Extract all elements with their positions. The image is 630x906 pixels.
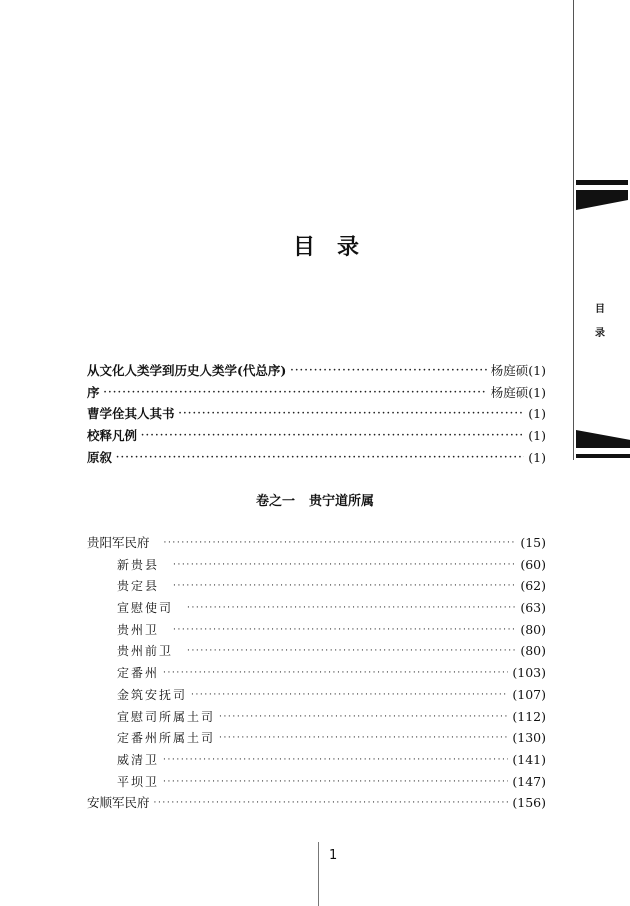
toc-entry[interactable] xyxy=(87,706,546,728)
toc-entry-label: 宣慰使司 xyxy=(117,601,174,616)
toc-entry-author: 杨庭硕 xyxy=(490,363,529,378)
leader-dots xyxy=(141,426,524,448)
toc-entry[interactable] xyxy=(87,532,546,554)
toc-entry-label: 威清卫 xyxy=(117,752,160,767)
toc-entry-label: 新贵县 xyxy=(117,557,160,572)
leader-dots xyxy=(191,685,508,707)
leader-dots xyxy=(173,555,516,577)
toc-entry-label: 原叙 xyxy=(87,449,113,465)
section-title: 贵宁道所属 xyxy=(309,494,375,509)
leader-dots xyxy=(187,598,516,620)
leader-dots xyxy=(163,663,508,685)
toc-entry[interactable] xyxy=(87,771,546,793)
toc-entry-page: (1) xyxy=(528,384,546,400)
toc-entry-label: 贵州前卫 xyxy=(117,644,174,659)
leader-dots xyxy=(179,404,525,426)
toc-entry[interactable] xyxy=(87,662,546,684)
toc-entry-label: 平坝卫 xyxy=(117,774,160,789)
section-volume: 卷之一 xyxy=(255,494,295,509)
toc-entry-page: (1) xyxy=(528,449,546,465)
thumb-tab-top-bar xyxy=(576,180,628,185)
thumb-tab-bottom-bar xyxy=(576,454,630,458)
toc-entry-label: 校释凡例 xyxy=(87,428,138,444)
toc-front-matter xyxy=(87,360,546,468)
leader-dots xyxy=(163,750,508,772)
thumb-tab-char: 录 xyxy=(595,328,605,339)
toc-entry[interactable] xyxy=(87,684,546,706)
thumb-tab-bottom-wedge xyxy=(576,430,630,448)
toc-entry[interactable] xyxy=(87,619,546,641)
section-heading xyxy=(240,490,390,509)
toc-entry-page: (112) xyxy=(512,708,546,724)
toc-entry-label: 定番州所属土司 xyxy=(117,731,216,746)
toc-entry[interactable] xyxy=(87,640,546,662)
toc-entry-label: 序 xyxy=(87,384,100,400)
toc-entry[interactable] xyxy=(87,425,546,447)
toc-entry-page: (130) xyxy=(512,730,546,746)
leader-dots xyxy=(187,641,516,663)
footer-rule xyxy=(318,842,319,906)
toc-entry-page: (15) xyxy=(520,535,546,550)
page-title xyxy=(250,230,402,261)
toc-entry-page: (103) xyxy=(512,665,546,681)
toc-entry[interactable] xyxy=(87,597,546,619)
toc-entry-page: (1) xyxy=(528,428,546,444)
leader-dots xyxy=(290,361,486,383)
toc-volume-1 xyxy=(87,532,546,814)
leader-dots xyxy=(163,772,508,794)
toc-entry[interactable] xyxy=(87,382,546,404)
leader-dots xyxy=(154,793,509,815)
toc-entry-page: (147) xyxy=(512,773,546,789)
toc-entry-author: 杨庭硕 xyxy=(490,384,529,400)
toc-entry[interactable] xyxy=(87,749,546,771)
leader-dots xyxy=(219,728,508,750)
toc-entry-label: 曹学佺其人其书 xyxy=(87,406,175,422)
toc-entry[interactable] xyxy=(87,360,546,382)
toc-entry-page: (63) xyxy=(520,600,546,616)
thumb-tab-top-wedge xyxy=(576,190,628,210)
toc-entry[interactable] xyxy=(87,727,546,749)
leader-dots xyxy=(219,707,508,729)
toc-entry-page: (156) xyxy=(512,795,546,811)
leader-dots xyxy=(173,576,516,598)
toc-entry[interactable] xyxy=(87,554,546,576)
toc-entry-label: 宣慰司所属土司 xyxy=(117,709,216,724)
page-number: 1 xyxy=(329,848,338,863)
toc-entry[interactable] xyxy=(87,447,546,469)
leader-dots xyxy=(164,533,517,555)
toc-entry-label: 金筑安抚司 xyxy=(117,687,188,702)
leader-dots xyxy=(173,620,516,642)
toc-entry-page: (80) xyxy=(520,621,546,637)
leader-dots xyxy=(104,383,487,405)
toc-entry-page: (60) xyxy=(520,556,546,572)
toc-entry-label: 贵州卫 xyxy=(117,622,160,637)
toc-entry-page: (107) xyxy=(512,686,546,702)
toc-entry-label: 贵阳军民府 xyxy=(87,535,150,550)
toc-entry-page: (62) xyxy=(520,578,546,594)
toc-entry[interactable] xyxy=(87,403,546,425)
toc-entry[interactable] xyxy=(87,575,546,597)
toc-entry-page: (1) xyxy=(528,363,546,378)
toc-entry-page: (80) xyxy=(520,643,546,659)
thumb-tab-char: 目 xyxy=(595,304,605,315)
toc-entry-label: 从文化人类学到历史人类学(代总序) xyxy=(87,363,287,378)
toc-entry-label: 定番州 xyxy=(117,666,160,681)
toc-entry-page: (141) xyxy=(512,751,546,767)
leader-dots xyxy=(116,448,524,470)
title-char: 目 xyxy=(292,235,337,260)
title-char: 录 xyxy=(337,235,382,260)
toc-entry-label: 安顺军民府 xyxy=(87,795,150,811)
page-edge-rule xyxy=(573,0,574,460)
toc-entry-label: 贵定县 xyxy=(117,579,160,594)
toc-entry-page: (1) xyxy=(528,406,546,422)
thumb-tab-label xyxy=(592,298,608,346)
toc-entry[interactable] xyxy=(87,792,546,814)
